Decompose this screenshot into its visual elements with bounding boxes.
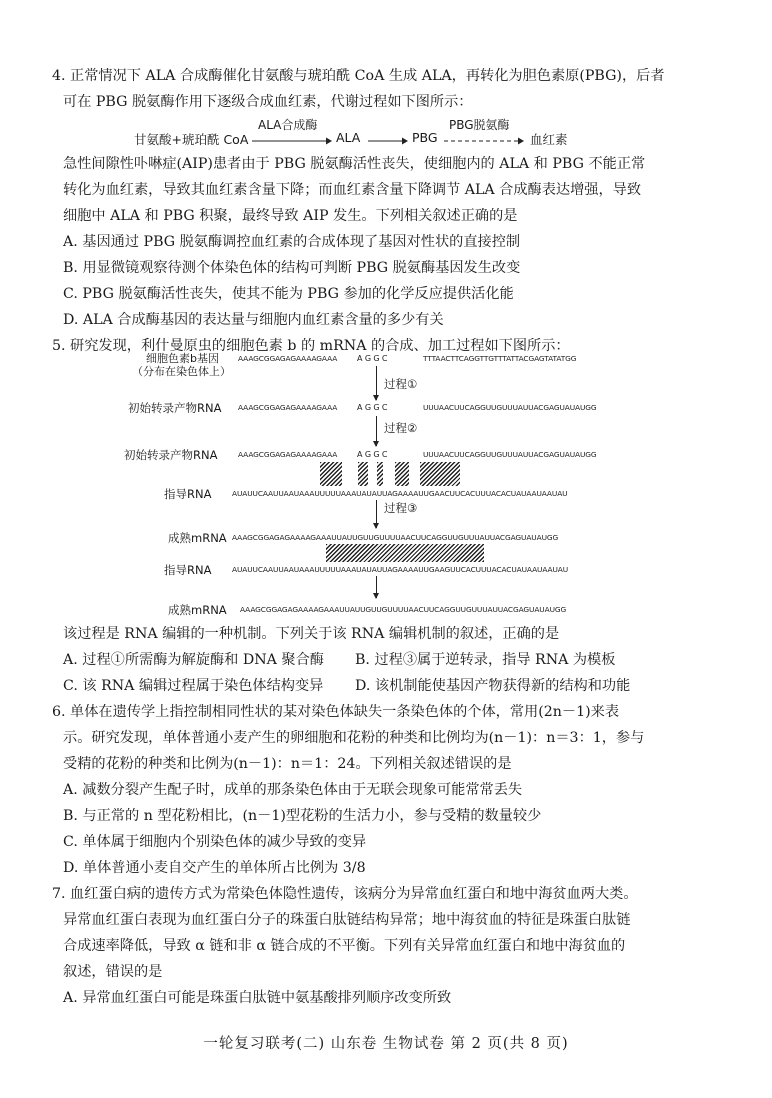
pathway-ala: ALA: [336, 130, 361, 145]
q6-option-d: D. 单体普通小麦自交产生的单体所占比例为 3/8: [63, 860, 366, 876]
q4-stem-line2: 可在 PBG 脱氨酶作用下逐级合成血红素，代谢过程如下图所示：: [63, 94, 473, 110]
seq-primary2-mid: A G G C: [357, 450, 388, 459]
seq-guide1: AUAUUCAAUUAAUAAAUUUUUAAAUAUAUUAGAAAAUUGAACUUCACUUUACACUAUAAUAAUAU: [232, 489, 568, 498]
q5-option-a: A. 过程①所需酶为解旋酶和 DNA 聚合酶: [63, 652, 324, 668]
q4-stem-line5: 细胞中 ALA 和 PBG 积聚，最终导致 AIP 发生。下列相关叙述正确的是: [63, 208, 518, 224]
pairing-hatch-5: [420, 462, 460, 486]
seq-primary-mid: A G G C: [357, 403, 388, 412]
label-mature-mrna-2: 成熟mRNA: [168, 603, 227, 617]
label-mature-mrna-1: 成熟mRNA: [168, 531, 227, 545]
pairing-hatch-2: [358, 462, 368, 486]
arrow-step2: [376, 416, 377, 446]
q7-stem-line4: 叙述，错误的是: [63, 964, 163, 980]
q6-stem-line3: 受精的花粉的种类和比例为(n－1)：n＝1：24。下列相关叙述错误的是: [63, 756, 512, 772]
label-primary-transcript-2: 初始转录产物RNA: [124, 448, 218, 462]
pathway-arrow-1: [252, 136, 332, 146]
q4-stem-line1: 4. 正常情况下 ALA 合成酶催化甘氨酸与琥珀酰 CoA 生成 ALA，再转化为胆色素原(PBG)，后者: [52, 68, 665, 84]
step1-label: 过程①: [384, 377, 418, 391]
label-primary-transcript: 初始转录产物RNA: [128, 401, 222, 415]
label-guide-rna-2: 指导RNA: [164, 563, 212, 577]
seq-mature1: AAAGCGGAGAGAAAAGAAAUUAUUGUUGUUUUAACUUCAGGUUGUUUAUUACGAGUAUAUGG: [232, 533, 559, 542]
q4-stem-line4: 转化为血红素，导致其血红素含量下降；而血红素含量下降调节 ALA 合成酶表达增强，导致: [63, 182, 642, 198]
q6-stem-line1: 6. 单体在遗传学上指控制相同性状的某对染色体缺失一条染色体的个体，常用(2n－1)来表: [52, 704, 620, 720]
q6-stem-line2: 示。研究发现，单体普通小麦产生的卵细胞和花粉的种类和比例均为(n－1)：n＝3：1，参与: [63, 730, 645, 746]
q4-option-c: C. PBG 脱氨酶活性丧失，使其不能为 PBG 参加的化学反应提供活化能: [63, 286, 514, 302]
seq-primary2-right: UUUAACUUCAGGUUGUUUAUUACGAGUAUAUGG: [423, 450, 597, 459]
pathway-enzyme1: ALA合成酶: [258, 118, 318, 132]
seq-gene-mid: A G G C: [357, 354, 388, 363]
q7-stem-line1: 7. 血红蛋白病的遗传方式为常染色体隐性遗传，该病分为异常血红蛋白和地中海贫血两大类。: [52, 886, 638, 902]
q5-stem-line2: 该过程是 RNA 编辑的一种机制。下列关于该 RNA 编辑机制的叙述，正确的是: [63, 626, 560, 642]
pairing-hatch-1: [320, 462, 342, 486]
seq-primary-left: AAAGCGGAGAGAAAAGAAA: [238, 403, 338, 412]
q7-stem-line3: 合成速率降低，导致 α 链和非 α 链合成的不平衡。下列有关异常血红蛋白和地中海贫血的: [63, 938, 626, 954]
step3-label: 过程③: [384, 501, 418, 515]
label-gene: 细胞色素b基因: [146, 352, 219, 365]
seq-gene-right: TTTAACTTCAGGTTGTTTATTACGAGTATATGG: [423, 354, 577, 363]
q5-option-d: D. 该机制能使基因产物获得新的结构和功能: [355, 678, 631, 694]
pairing-hatch-6: [326, 544, 484, 562]
pathway-arrow-2: [368, 136, 408, 146]
arrow-step3: [376, 500, 377, 528]
q6-option-b: B. 与正常的 n 型花粉相比，(n－1)型花粉的生活力小，参与受精的数量较少: [63, 808, 542, 824]
q5-option-c: C. 该 RNA 编辑过程属于染色体结构变异: [63, 678, 324, 694]
pathway-start: 甘氨酸+琥珀酰 CoA: [134, 132, 249, 147]
q5-stem-line1: 5. 研究发现，利什曼原虫的细胞色素 b 的 mRNA 的合成、加工过程如下图所示：: [52, 338, 570, 354]
q5-option-b: B. 过程③属于逆转录，指导 RNA 为模板: [355, 652, 616, 668]
q4-option-d: D. ALA 合成酶基因的表达量与细胞内血红素含量的多少有关: [63, 312, 444, 328]
q5-rna-editing-figure: [0, 350, 772, 618]
q7-option-a: A. 异常血红蛋白可能是珠蛋白肽链中氨基酸排列顺序改变所致: [63, 990, 452, 1006]
arrow-step1: [376, 366, 377, 400]
q6-option-a: A. 减数分裂产生配子时，成单的那条染色体由于无联会现象可能常常丢失: [63, 782, 523, 798]
q4-option-a: A. 基因通过 PBG 脱氨酶调控血红素的合成体现了基因对性状的直接控制: [63, 234, 521, 250]
seq-primary-right: UUUAACUUCAGGUUGUUUAUUACGAGUAUAUGG: [423, 403, 597, 412]
label-gene-note: （分布在染色体上）: [132, 365, 231, 378]
pairing-hatch-3: [377, 462, 383, 486]
pathway-pbg: PBG: [412, 130, 438, 145]
pathway-arrow-3-dashed: [444, 136, 524, 146]
seq-gene-left: AAAGCGGAGAGAAAAGAAA: [238, 354, 338, 363]
seq-guide2: AUAUUCAAUUAAUAAAUUUUUAAAUAUAUUAGAAAAUUGAAGUUCACUUUACACUAUAAUAAUAU: [232, 565, 569, 574]
page-footer: 一轮复习联考(二) 山东卷 生物试卷 第 2 页(共 8 页): [203, 1036, 569, 1052]
pathway-end: 血红素: [530, 132, 568, 147]
pathway-enzyme2: PBG脱氨酶: [449, 118, 510, 132]
pairing-hatch-4: [395, 462, 409, 486]
label-guide-rna-1: 指导RNA: [164, 487, 212, 501]
q6-option-c: C. 单体属于细胞内个别染色体的减少导致的变异: [63, 834, 367, 850]
q4-stem-line3: 急性间隙性卟啉症(AIP)患者由于 PBG 脱氨酶活性丧失，使细胞内的 ALA 和 PBG 不能正常: [63, 156, 646, 172]
seq-primary2-left: AAAGCGGAGAGAAAAGAAA: [238, 450, 338, 459]
q4-pathway-diagram: [0, 116, 772, 152]
q7-stem-line2: 异常血红蛋白表现为血红蛋白分子的珠蛋白肽链结构异常；地中海贫血的特征是珠蛋白肽链: [63, 912, 631, 928]
seq-mature2: AAAGCGGAGAGAAAAGAAAUUAUUGUUGUUUUAACUUCAGGUUGUUUAUUACGAGUAUAUGG: [240, 605, 567, 614]
arrow-final: [376, 576, 377, 598]
q4-option-b: B. 用显微镜观察待测个体染色体的结构可判断 PBG 脱氨酶基因发生改变: [63, 260, 521, 276]
step2-label: 过程②: [384, 421, 418, 435]
